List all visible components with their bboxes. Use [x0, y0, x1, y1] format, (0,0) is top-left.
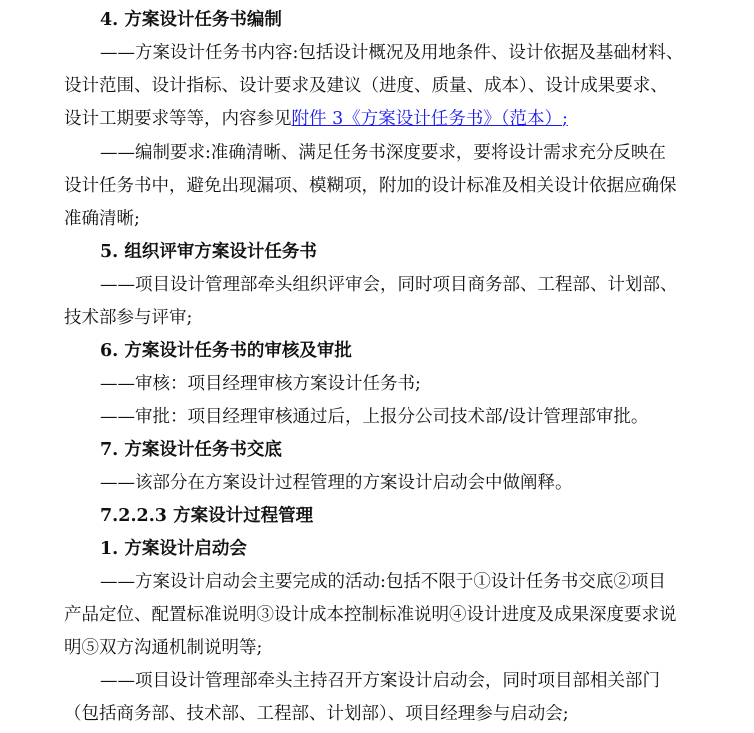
section-heading-5: 5. 组织评审方案设计任务书 [100, 242, 317, 262]
paragraph-line: 明⑤双方沟通机制说明等; [64, 638, 263, 658]
paragraph-line: ——项目设计管理部牵头组织评审会，同时项目商务部、工程部、计划部、 [100, 275, 678, 295]
section-heading-7: 7. 方案设计任务书交底 [100, 440, 282, 460]
section-heading-4: 4. 方案设计任务书编制 [100, 10, 282, 30]
section-heading-1: 1. 方案设计启动会 [100, 539, 247, 559]
paragraph-line: ——该部分在方案设计过程管理的方案设计启动会中做阐释。 [100, 473, 573, 493]
paragraph-text: 设计工期要求等等，内容参见 [64, 109, 292, 129]
paragraph-line: 准确清晰; [64, 209, 140, 229]
appendix-3-link[interactable]: 附件 3《方案设计任务书》（范本） [291, 109, 562, 129]
paragraph-line: ——审核：项目经理审核方案设计任务书; [100, 374, 421, 394]
paragraph-line: ——方案设计启动会主要完成的活动:包括不限于①设计任务书交底②项目 [100, 572, 666, 592]
paragraph-line: （包括商务部、技术部、工程部、计划部）、项目经理参与启动会; [64, 704, 569, 724]
subsection-heading: 7.2.2.3 方案设计过程管理 [100, 506, 314, 526]
link-suffix: ; [561, 109, 568, 129]
paragraph-line: ——项目设计管理部牵头主持召开方案设计启动会，同时项目部相关部门 [100, 671, 660, 691]
paragraph-line: ——编制要求:准确清晰、满足任务书深度要求，要将设计需求充分反映在 [100, 143, 666, 163]
section-heading-6: 6. 方案设计任务书的审核及审批 [100, 341, 352, 361]
paragraph-line: ——方案设计任务书内容:包括设计概况及用地条件、设计依据及基础材料、 [100, 43, 684, 63]
paragraph-line-with-link [64, 107, 568, 131]
paragraph-line: 设计任务书中，避免出现漏项、模糊项，附加的设计标准及相关设计依据应确保 [64, 176, 677, 196]
paragraph-line: 产品定位、配置标准说明③设计成本控制标准说明④设计进度及成果深度要求说 [64, 605, 677, 625]
paragraph-line: ——审批：项目经理审核通过后，上报分公司技术部/设计管理部审批。 [100, 407, 649, 427]
paragraph-line: 技术部参与评审; [64, 308, 193, 328]
paragraph-line: 设计范围、设计指标、设计要求及建议（进度、质量、成本）、设计成果要求、 [64, 76, 668, 96]
